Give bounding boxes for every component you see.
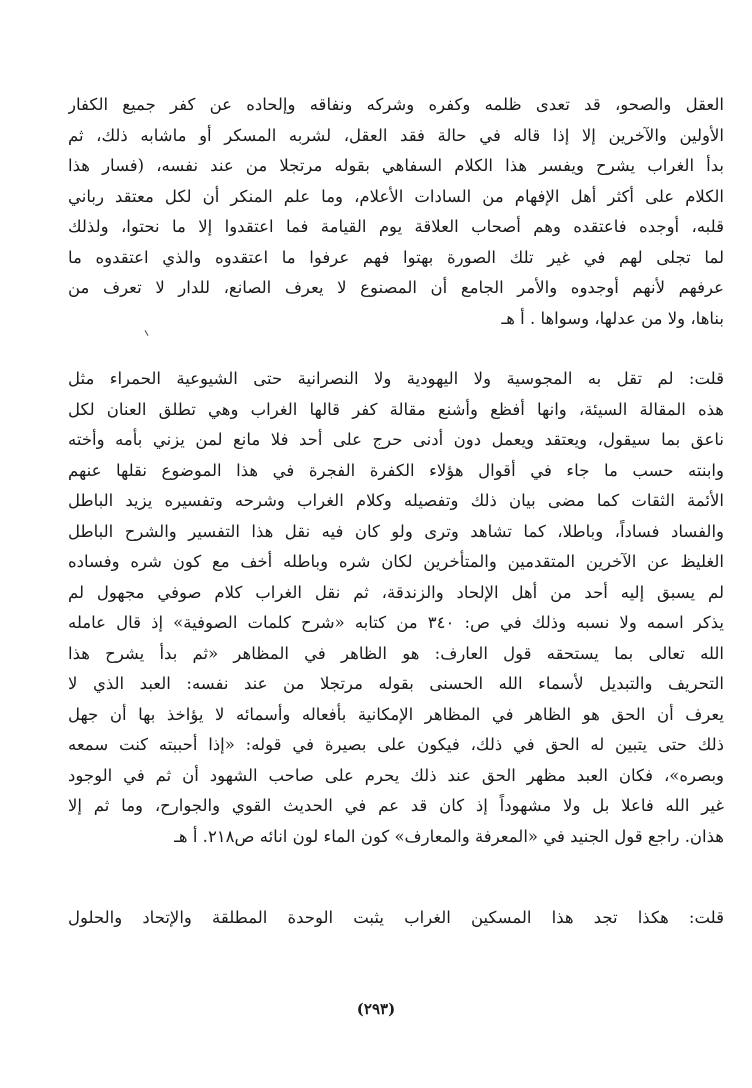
paragraph-line: ذلك حتى يتبين له الحق في ذلك، فيكون على بصيرة في قوله: «إذا أحببته كنت سمعه	[68, 735, 724, 754]
paragraph-line: الكلام على أكثر أهل الإفهام من السادات الأعلام، وما علم المنكر أن لكل معتقد رباني	[68, 186, 724, 206]
paragraph-line: قلت: لم تقل به المجوسية ولا اليهودية ولا النصرانية حتى الشيوعية الحمراء مثل	[68, 369, 724, 388]
paragraph-line: غير الله فاعلا بل ولا مشهوداً إذ كان قد عم في الحديث القوي والجوارح، وما ثم إلا	[68, 796, 724, 815]
paragraph-line: الأئمة الثقات كما مضى بيان ذلك وتفصيله وكلام الغراب وشرحه وتفسيره يزيد الباطل	[68, 491, 724, 510]
paragraph-3	[68, 903, 724, 934]
paragraph-line: يعرف أن الحق هو الظاهر في المظاهر الإمكانية بأفعاله وأسمائه لا يؤاخذ بها أن جهل	[68, 704, 724, 724]
paragraph-line: الله تعالى بما يستحقه قول العارف: هو الظاهر في المظاهر «ثم بدأ يشرح هذا	[68, 643, 724, 663]
paragraph-line: ناعق بما سيقول، ويعتقد ويعمل دون أدنى حرج على أحد فلا مانع لمن يزني بأمه وأخته	[68, 430, 724, 449]
paragraph-line: يذكر اسمه ولا نسبه وذلك في ص: ٣٤٠ من كتابه «شرح كلمات الصوفية» إذ قال عامله	[68, 613, 724, 632]
paragraph-line: بدأ الغراب يشرح ويفسر هذا الكلام السفاهي بقوله مرتجلا من عند نفسه، (فسار هذا	[68, 156, 724, 175]
paragraph-line: العقل والصحو، قد تعدى ظلمه وكفره وشركه ونفاقه وإلحاده عن كفر جميع الكفار	[68, 95, 724, 114]
paragraph-line: وبصره»، فكان العبد مظهر الحق عند ذلك يحرم على صاحب الشهود أن ثم في الوجود	[68, 765, 724, 785]
paragraph-line: عرفهم لأنهم أوجدوه والأمر الجامع أن المصنوع لا يعرف الصانع، للدار لا تعرف من	[68, 278, 724, 297]
page-number: (٢٩٣)	[356, 1000, 396, 1018]
paragraph-line: والفساد فساداً، وباطلا، كما تشاهد وترى ولو كان فيه نقل هذا التفسير والشرح الباطل	[68, 521, 724, 541]
paragraph-line: بناها، ولا من عدلها، وسواها . أ هـ	[501, 308, 724, 328]
paragraph-line: هذه المقالة السيئة، وانها أفظع وأشنع مقالة كفر قالها الغراب وهي تطلق العنان لكل	[68, 399, 724, 419]
paragraph-line: قلت: هكذا تجد هذا المسكين الغراب يثبت الوحدة المطلقة والإتحاد والحلول	[68, 908, 724, 927]
paragraph-line: قلبه، أوجده فاعتقده وهم أصحاب العلاقة يوم القيامة فما اعتقدوا إلا ما نحتوا، ولذلك	[68, 217, 724, 236]
paragraph-line: لما تجلى لهم في غير تلك الصورة بهتوا فهم عرفوا ما اعتقدوه والذي اعتقدوه ما	[68, 247, 724, 267]
paragraph-line: الغليظ عن الآخرين المتقدمين والمتأخرين لكان شره وباطله أخف مع كون شره وفساده	[68, 552, 724, 571]
paragraph-line: وابنته حسب ما جاء في أقوال هؤلاء الكفرة الفجرة في هذا الموضوع نقلها عنهم	[68, 460, 724, 480]
paragraph-2	[68, 364, 724, 852]
paragraph-line: هذان. راجع قول الجنيد في «المعرفة والمعارف» كون الماء لون انائه ص٢١٨. أ هـ	[174, 826, 724, 846]
paragraph-line: الأولين والآخرين إلا إذا قاله في حالة فقد العقل، لشربه المسكر أو ماشابه ذلك، ثم	[68, 125, 724, 145]
paragraph-line: التحريف والتبديل لأسماء الله الحسنى بقوله مرتجلا من عند نفسه: العبد الذي لا	[68, 674, 724, 693]
paragraph-line: لم يسبق إليه أحد من أهل الإلحاد والزندقة، ثم نقل الغراب كلام صوفي مجهول لم	[68, 582, 724, 602]
paragraph-1	[68, 90, 724, 334]
